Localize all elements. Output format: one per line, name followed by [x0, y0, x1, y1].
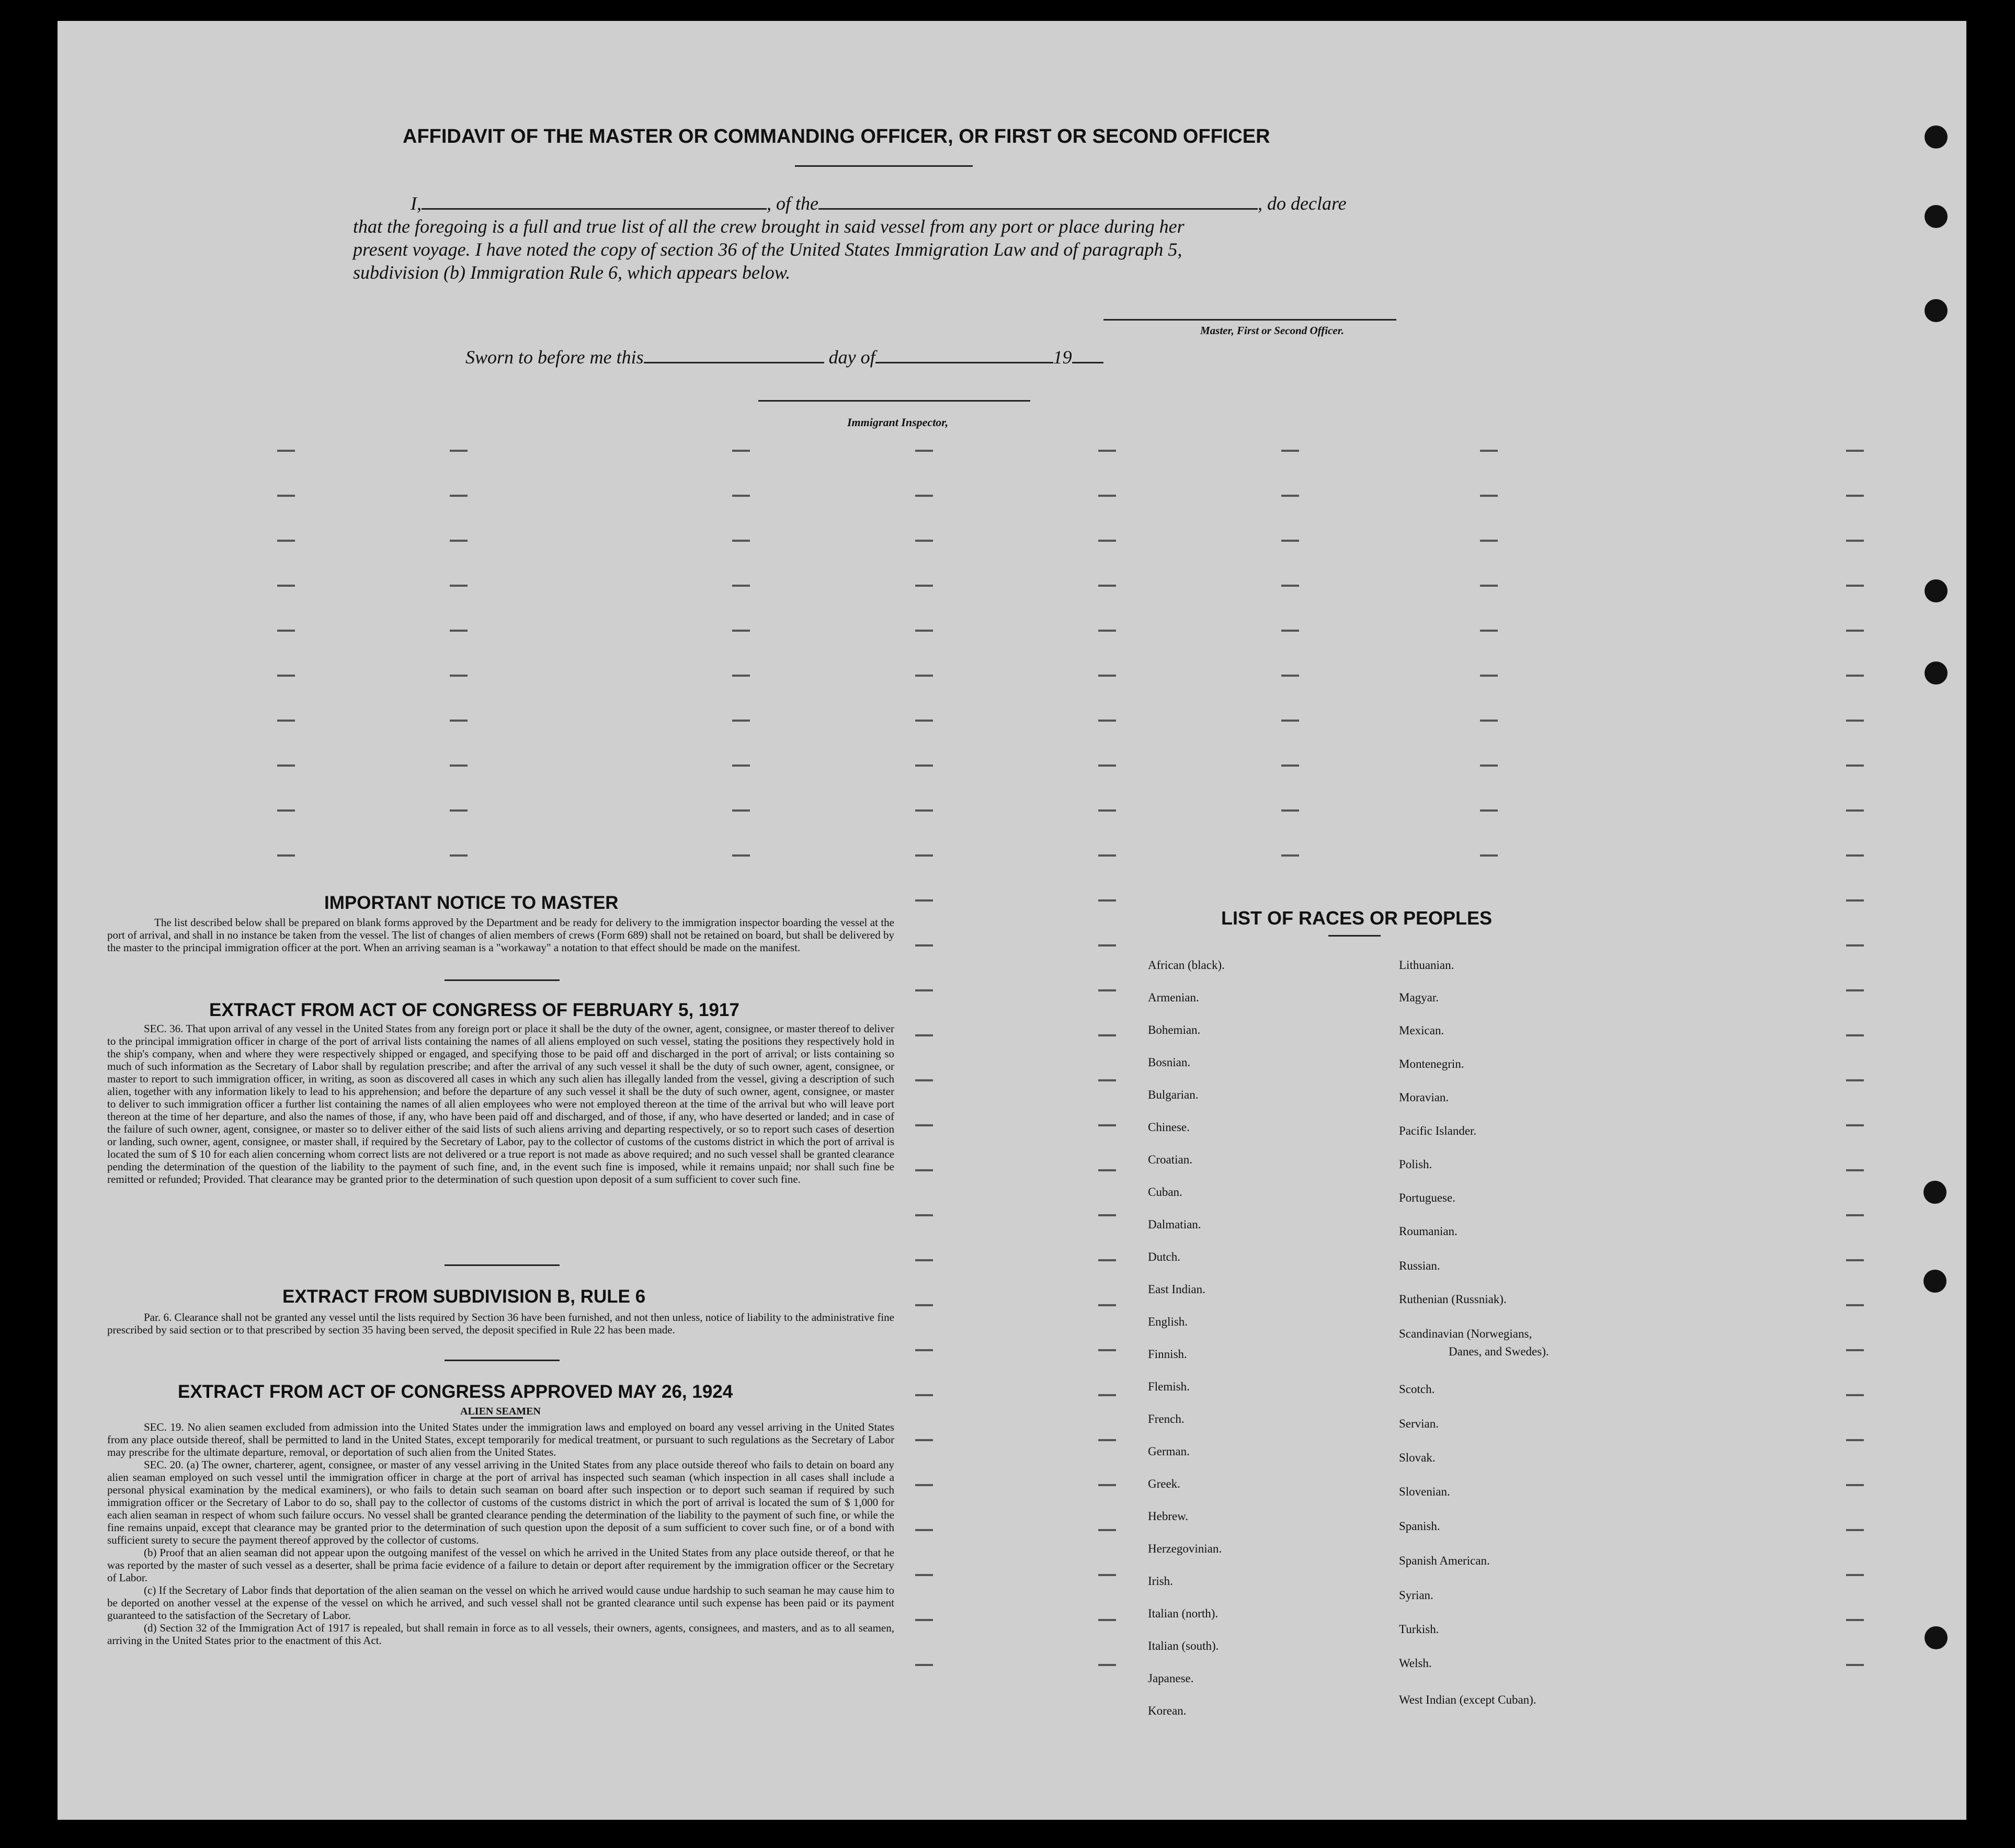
sworn-year-blank[interactable] [1072, 362, 1103, 363]
race-item: Turkish. [1399, 1623, 1439, 1636]
race-item: Mexican. [1399, 1024, 1444, 1037]
race-item: Finnish. [1148, 1348, 1187, 1361]
binder-hole [1925, 299, 1948, 322]
race-item: Italian (north). [1148, 1607, 1219, 1620]
ditto-mark [915, 1484, 933, 1486]
binder-hole [1925, 1626, 1948, 1649]
race-item: Irish. [1148, 1575, 1173, 1588]
race-item: Scotch. [1399, 1383, 1435, 1396]
ditto-mark [1098, 899, 1116, 902]
ditto-mark [915, 1169, 933, 1171]
ditto-mark [732, 630, 750, 632]
sec-20d: (d) Section 32 of the Immigration Act of 1917 is repealed, but shall remain in force as to all vessels, their owners, agents, consignees, and masters, and as to all seamen, arriving in the United States prior to the enactment of this Act. [107, 1622, 894, 1647]
race-item: Servian. [1399, 1417, 1439, 1430]
race-item: Pacific Islander. [1399, 1124, 1477, 1137]
ditto-mark [915, 675, 933, 677]
ditto-mark [1098, 809, 1116, 812]
ditto-mark [732, 540, 750, 542]
ditto-mark [1480, 540, 1498, 542]
sworn-month-blank[interactable] [875, 362, 1053, 363]
ditto-mark [1098, 1664, 1116, 1666]
ditto-mark [1098, 1124, 1116, 1126]
ditto-mark [1846, 585, 1864, 587]
affidavit-do-declare: , do declare [1257, 193, 1347, 214]
ditto-mark [1098, 1529, 1116, 1531]
ditto-mark [1846, 1664, 1864, 1666]
race-item: Moravian. [1399, 1091, 1449, 1104]
affidavit-of-the: , of the [767, 193, 818, 214]
ditto-mark [915, 540, 933, 542]
ditto-mark [450, 675, 468, 677]
race-item: Chinese. [1148, 1121, 1190, 1134]
ditto-mark [915, 1574, 933, 1576]
race-item: Polish. [1399, 1158, 1432, 1171]
ditto-mark [915, 1124, 933, 1126]
ditto-mark [1846, 1034, 1864, 1036]
ditto-mark [1480, 495, 1498, 497]
binder-hole [1925, 205, 1948, 228]
notice-title: IMPORTANT NOTICE TO MASTER [324, 893, 619, 913]
ditto-mark [1480, 809, 1498, 812]
ditto-mark [1098, 1394, 1116, 1396]
race-item: Spanish American. [1399, 1554, 1490, 1567]
notice-divider [445, 979, 560, 981]
ditto-mark [1281, 675, 1299, 677]
ditto-mark [277, 765, 295, 767]
ditto-mark [732, 675, 750, 677]
ditto-mark [1846, 1079, 1864, 1081]
ditto-mark [1846, 1214, 1864, 1216]
ditto-mark [915, 450, 933, 452]
ditto-mark [915, 899, 933, 902]
ditto-mark [915, 1529, 933, 1531]
ditto-mark [1846, 809, 1864, 812]
affidavit-line-4: subdivision (b) Immigration Rule 6, which appears below. [353, 262, 791, 283]
ditto-mark [1098, 1214, 1116, 1216]
race-item: Russian. [1399, 1259, 1440, 1272]
race-item: Bosnian. [1148, 1056, 1191, 1069]
inspector-line[interactable] [758, 400, 1030, 402]
ditto-mark [1846, 899, 1864, 902]
ditto-mark [915, 720, 933, 722]
ditto-mark [277, 854, 295, 857]
vessel-blank[interactable] [818, 208, 1258, 210]
affidavit-line-1 [411, 192, 1347, 214]
race-item: Hebrew. [1148, 1510, 1189, 1523]
extract-1924-subtitle: ALIEN SEAMEN [460, 1406, 541, 1417]
ditto-mark [450, 809, 468, 812]
sec-19: SEC. 19. No alien seamen excluded from admission into the United States under the immigration laws and employed on board any vessel arriving in the United States from any place outside thereof, shall be permitted to land in the United States, except temporarily for medical treatment, or pursuant to such regulations as the Secretary of Labor may prescribe for the ultimate departure, removal, or deportation of such alien from the United States. [107, 1421, 894, 1458]
race-item: Lithuanian. [1399, 959, 1454, 972]
ditto-mark [1846, 1124, 1864, 1126]
race-item: Welsh. [1399, 1657, 1432, 1670]
ditto-mark [1281, 630, 1299, 632]
ditto-mark [277, 450, 295, 452]
ditto-mark [277, 540, 295, 542]
ditto-mark [915, 854, 933, 857]
ditto-mark [1098, 720, 1116, 722]
document-page [58, 21, 1966, 1820]
ditto-mark [915, 495, 933, 497]
ditto-mark [1098, 854, 1116, 857]
race-item: Magyar. [1399, 991, 1439, 1004]
ditto-mark [915, 1664, 933, 1666]
binder-hole [1925, 661, 1948, 685]
sec-20a: SEC. 20. (a) The owner, charterer, agent, consignee, or master of any vessel arriving in the United States from any place outside thereof who fails to detain on board any alien seaman employed on such vessel until the immigration officer in charge at the port of arrival has inspected such seaman (which inspection in all cases shall include a personal physical examination by the medical examiners), or who fails to detain such seaman on board after such inspection or to deport such seaman if required by such immigration officer or the Secretary of Labor to do so, shall pay to the collector of customs of the customs district in which the port of arrival is located the sum of $ 1,000 for each alien seaman in respect of whom such failure occurs. No vessel shall be granted clearance pending the determination of the liability to the payment of such fine, or while the fine remains unpaid, except that clearance may be granted prior to the determination of such question upon the deposit of a sum sufficient to cover such fine, or of a bond with sufficient surety to secure the payment thereof approved by the collector of customs. [107, 1458, 894, 1546]
sec-20c: (c) If the Secretary of Labor finds that deportation of the alien seaman on the vessel on which he arrived would cause undue hardship to such seaman he may cause him to be deported on another vessel at the expense of the vessel on which he arrived, and such vessel shall not be granted clearance until such expense has been paid or its payment guaranteed to the satisfaction of the Secretary of Labor. [107, 1584, 894, 1622]
ditto-mark [1846, 1394, 1864, 1396]
signature-line[interactable] [1103, 319, 1396, 321]
race-item: Croatian. [1148, 1153, 1192, 1166]
ditto-mark [1846, 1259, 1864, 1261]
race-item: Greek. [1148, 1477, 1180, 1490]
ditto-mark [277, 720, 295, 722]
title-underline [795, 165, 973, 167]
ditto-mark [1846, 989, 1864, 991]
ditto-mark [1846, 450, 1864, 452]
ditto-mark [1846, 1349, 1864, 1351]
race-item: Herzegovinian. [1148, 1542, 1222, 1555]
ditto-mark [1846, 854, 1864, 857]
ditto-mark [732, 585, 750, 587]
race-item: Japanese. [1148, 1672, 1194, 1685]
ditto-mark [450, 630, 468, 632]
day-of-label: day of [828, 347, 875, 368]
sworn-line [465, 346, 1103, 368]
extract-1924-text [107, 1421, 894, 1647]
ditto-mark [1098, 1439, 1116, 1441]
ditto-mark [915, 1349, 933, 1351]
extract-1924-title: EXTRACT FROM ACT OF CONGRESS APPROVED MAY 26, 1924 [178, 1382, 733, 1402]
subdivision-b-divider [445, 1360, 560, 1361]
ditto-mark [277, 809, 295, 812]
ditto-mark [1846, 1304, 1864, 1306]
ditto-mark [1098, 765, 1116, 767]
ditto-mark [732, 765, 750, 767]
ditto-mark [915, 585, 933, 587]
race-item: African (black). [1148, 959, 1225, 972]
extract-1917-title: EXTRACT FROM ACT OF CONGRESS OF FEBRUARY 5, 1917 [209, 1000, 739, 1020]
ditto-mark [1098, 989, 1116, 991]
ditto-mark [732, 720, 750, 722]
ditto-mark [732, 495, 750, 497]
ditto-mark [1281, 495, 1299, 497]
ditto-mark [1480, 450, 1498, 452]
binder-hole [1925, 579, 1948, 602]
race-item: Korean. [1148, 1704, 1187, 1717]
name-blank[interactable] [422, 208, 767, 210]
inspector-label: Immigrant Inspector, [847, 416, 949, 429]
race-item: Bulgarian. [1148, 1088, 1199, 1101]
race-item: Montenegrin. [1399, 1057, 1464, 1070]
ditto-mark [1098, 585, 1116, 587]
race-item: Slovenian. [1399, 1485, 1450, 1498]
subdivision-b-title: EXTRACT FROM SUBDIVISION B, RULE 6 [282, 1286, 646, 1307]
race-item: English. [1148, 1315, 1188, 1328]
affidavit-i: I, [411, 193, 422, 214]
ditto-mark [450, 720, 468, 722]
race-item: Slovak. [1399, 1451, 1436, 1464]
ditto-mark [1281, 450, 1299, 452]
ditto-mark [915, 1619, 933, 1621]
race-item: Flemish. [1148, 1380, 1190, 1393]
affidavit-line-3: present voyage. I have noted the copy of section 36 of the United States Immigration Law and of paragraph 5, [353, 239, 1182, 260]
race-item: French. [1148, 1412, 1185, 1425]
ditto-mark [915, 1439, 933, 1441]
ditto-mark [915, 989, 933, 991]
ditto-mark [1098, 1304, 1116, 1306]
ditto-mark [1846, 495, 1864, 497]
ditto-mark [915, 1304, 933, 1306]
ditto-mark [1098, 1484, 1116, 1486]
ditto-mark [1098, 495, 1116, 497]
race-item: Italian (south). [1148, 1639, 1219, 1652]
ditto-mark [915, 809, 933, 812]
year-label: 19 [1053, 347, 1072, 368]
binder-hole [1925, 126, 1948, 149]
ditto-mark [915, 1079, 933, 1081]
ditto-mark [277, 630, 295, 632]
affidavit-title: AFFIDAVIT OF THE MASTER OR COMMANDING OFFICER, OR FIRST OR SECOND OFFICER [403, 126, 1270, 147]
notice-body: The list described below shall be prepared on blank forms approved by the Department and be ready for delivery to the immigration inspector boarding the vessel at the port of arrival, and shall in no instance be taken from the vessel. The list of changes of alien members of crews (Form 689) shall not be retained on board, but shall be delivered by the master to the principal immigration officer at the port. When an arriving seaman is a "workaway" a notation to that effect should be made on the manifest. [107, 916, 894, 954]
extract-1917-divider [445, 1264, 560, 1266]
ditto-mark [1098, 944, 1116, 946]
ditto-mark [1480, 854, 1498, 857]
ditto-mark [1480, 585, 1498, 587]
race-item: Ruthenian (Russniak). [1399, 1293, 1507, 1306]
ditto-mark [1098, 1349, 1116, 1351]
ditto-mark [1281, 720, 1299, 722]
ditto-mark [915, 765, 933, 767]
ditto-mark [1281, 854, 1299, 857]
ditto-mark [1846, 540, 1864, 542]
ditto-mark [732, 809, 750, 812]
race-item: Cuban. [1148, 1185, 1182, 1199]
ditto-mark [1846, 1574, 1864, 1576]
signature-label: Master, First or Second Officer. [1200, 324, 1344, 337]
ditto-mark [1098, 630, 1116, 632]
race-item: East Indian. [1148, 1283, 1205, 1296]
ditto-mark [1098, 675, 1116, 677]
ditto-mark [915, 1034, 933, 1036]
ditto-mark [1846, 675, 1864, 677]
ditto-mark [1846, 1484, 1864, 1486]
ditto-mark [732, 854, 750, 857]
race-item: Dalmatian. [1148, 1218, 1201, 1231]
ditto-mark [450, 450, 468, 452]
race-item: Syrian. [1399, 1589, 1433, 1602]
ditto-mark [1098, 540, 1116, 542]
ditto-mark [1846, 1619, 1864, 1621]
ditto-mark [1480, 720, 1498, 722]
ditto-mark [915, 1394, 933, 1396]
race-item: Portuguese. [1399, 1191, 1455, 1204]
ditto-mark [1098, 1574, 1116, 1576]
races-title: LIST OF RACES OR PEOPLES [1221, 907, 1493, 929]
races-underline [1328, 935, 1381, 937]
ditto-mark [1846, 944, 1864, 946]
subdivision-b-body: Par. 6. Clearance shall not be granted any vessel until the lists required by Section 36 have been furnished, and not then unless, notice of liability to the administrative fine prescribed by said section or to that prescribed by section 35 having been served, the deposit specified in Rule 22 has been made. [107, 1311, 894, 1336]
ditto-mark [1098, 1169, 1116, 1171]
affidavit-line-2: that the foregoing is a full and true list of all the crew brought in said vessel from any port or place during her [353, 216, 1185, 237]
ditto-mark [1098, 1034, 1116, 1036]
binder-hole [1923, 1270, 1946, 1293]
ditto-mark [1480, 630, 1498, 632]
ditto-mark [732, 450, 750, 452]
ditto-mark [915, 1259, 933, 1261]
race-item: Scandinavian (Norwegians, [1399, 1327, 1532, 1340]
ditto-mark [277, 585, 295, 587]
ditto-mark [1098, 1259, 1116, 1261]
ditto-mark [1281, 585, 1299, 587]
ditto-mark [1846, 1169, 1864, 1171]
race-item: West Indian (except Cuban). [1399, 1693, 1536, 1706]
ditto-mark [450, 854, 468, 857]
ditto-mark [1846, 630, 1864, 632]
ditto-mark [277, 495, 295, 497]
ditto-mark [450, 585, 468, 587]
race-scandinavian-cont: Danes, and Swedes). [1449, 1345, 1549, 1358]
ditto-mark [915, 1214, 933, 1216]
ditto-mark [1480, 765, 1498, 767]
binder-hole [1923, 1181, 1946, 1204]
ditto-mark [1846, 1529, 1864, 1531]
sworn-label: Sworn to before me this [465, 347, 644, 368]
ditto-mark [450, 765, 468, 767]
ditto-mark [1846, 1439, 1864, 1441]
race-item: Roumanian. [1399, 1225, 1458, 1238]
ditto-mark [915, 630, 933, 632]
ditto-mark [277, 675, 295, 677]
extract-1917-body: SEC. 36. That upon arrival of any vessel in the United States from any foreign port or place it shall be the duty of the owner, agent, consignee, or master thereof to deliver to the principal immigration officer in charge of the port of arrival lists containing the names of all aliens employed on such vessel, stating the positions they respectively hold in the ship's company, when and where they were respectively shipped or engaged, and specifying those to be paid off and discharged in the port of arrival; or lists containing so much of such information as the Secretary of Labor shall by regulation prescribe; and after the arrival of any such vessel it shall be the duty of such owner, agent, consignee, or master to report to such immigration officer, in writing, as soon as discovered all cases in which any such alien has illegally landed from the vessel, giving a description of such alien, together with any information likely to lead to his apprehension; and before the departure of any such vessel it shall be the duty of such owner, agent, consignee, or master to deliver to such immigration officer a further list containing the names of all alien employees who were not employed thereon at the time of the arrival but who will leave port thereon at the time of her departure, and also the names of those, if any, who have been paid off and discharged, and of those, if any, who have deserted or landed; and in case of the failure of such owner, agent, consignee, or master so to deliver either of the said lists of such aliens arriving and departing respectively, or so to report such cases of desertion or landing, such owner, agent, consignee, or master shall, if required by the Secretary of Labor, pay to the collector of customs of the customs district in which the port of arrival is located the sum of $ 10 for each alien concerning whom correct lists are not delivered or a true report is not made as above required; and no such vessel shall be granted clearance pending the determination of the question of the liability to the payment of such fine, and, in the event such fine is imposed, while it remains unpaid; nor shall such fine be remitted or refunded; Provided. That clearance may be granted prior to the determination of such question upon deposit of a sum sufficient to cover such fine. [107, 1022, 894, 1185]
race-item: German. [1148, 1445, 1190, 1458]
race-item: Dutch. [1148, 1250, 1180, 1263]
sworn-day-blank[interactable] [644, 362, 824, 363]
sec-20b: (b) Proof that an alien seaman did not appear upon the outgoing manifest of the vessel on which he arrived in the United States from any place outside thereof, or that he was reported by the master of such vessel as a deserter, shall be prima facie evidence of a failure to detain or deport after requirement by the immigration officer or the Secretary of Labor. [107, 1546, 894, 1584]
ditto-mark [1846, 720, 1864, 722]
ditto-mark [915, 944, 933, 946]
ditto-mark [1098, 450, 1116, 452]
ditto-mark [1098, 1079, 1116, 1081]
subtitle-underline [471, 1417, 523, 1419]
ditto-mark [1281, 540, 1299, 542]
ditto-mark [1846, 765, 1864, 767]
race-item: Armenian. [1148, 991, 1199, 1004]
ditto-mark [450, 540, 468, 542]
ditto-mark [450, 495, 468, 497]
ditto-mark [1281, 765, 1299, 767]
ditto-mark [1281, 809, 1299, 812]
ditto-mark [1098, 1619, 1116, 1621]
race-item: Spanish. [1399, 1520, 1440, 1533]
ditto-mark [1480, 675, 1498, 677]
race-item: Bohemian. [1148, 1023, 1201, 1036]
